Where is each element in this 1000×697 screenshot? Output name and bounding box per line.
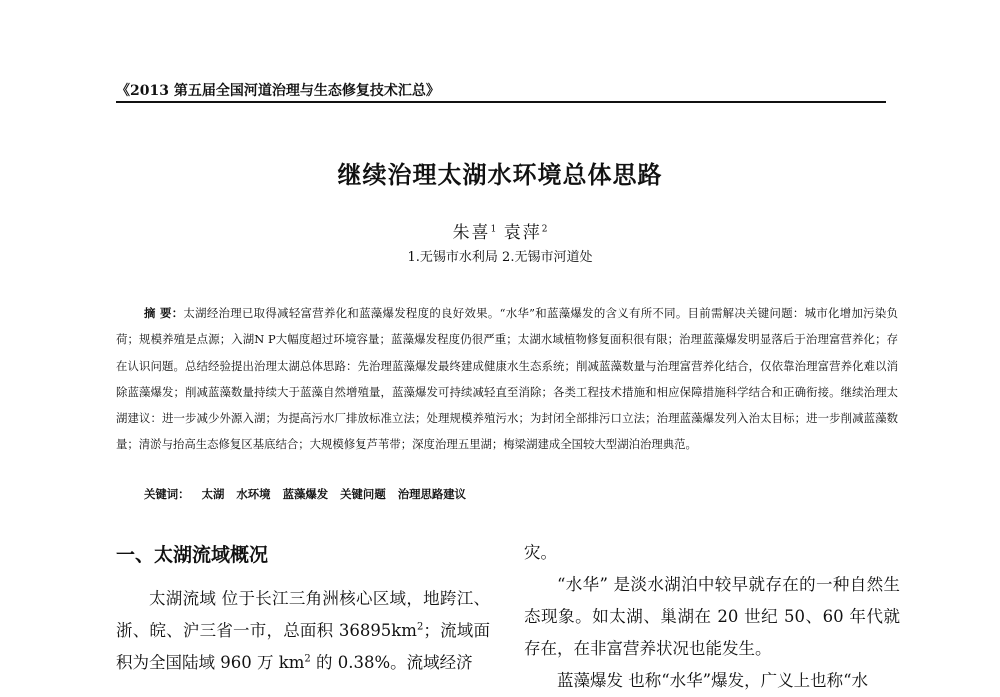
abstract (116, 300, 898, 458)
author-name: 袁萍 (503, 223, 542, 243)
body-text: 太湖流域 位于长江三角洲核心区域，地跨江、浙、皖、沪三省一市，总面积 36895km (116, 589, 490, 640)
author-line (0, 218, 1000, 243)
superscript: 2 (304, 653, 311, 665)
body-paragraph-left (116, 583, 490, 679)
body-text: ；流域面积为全国陆域 960 万 km (116, 621, 491, 672)
keyword: 关键问题 (340, 487, 386, 501)
superscript: 2 (416, 621, 424, 633)
author-affil-mark: 2 (541, 224, 548, 235)
keyword: 水环境 (236, 487, 271, 501)
body-paragraph: “水华” 是淡水湖泊中较早就存在的一种自然生态现象。如太湖、巢湖在 20 世纪 50、60 年代就存在，在非富营养状况也能发生。 (524, 575, 900, 658)
keywords-label: 关键词： (144, 487, 190, 501)
keyword: 蓝藻爆发 (282, 487, 329, 501)
body-paragraph: 蓝藻爆发 也称“水华”爆发，广义上也称“水 (557, 671, 869, 690)
body-paragraph: 灾。 (524, 543, 557, 562)
affiliations: 1.无锡市水利局 2.无锡市河道处 (407, 250, 593, 265)
author-name: 朱喜 (452, 223, 491, 243)
header-rule (116, 101, 886, 103)
abstract-text: 太湖经治理已取得减轻富营养化和蓝藻爆发程度的良好效果。“水华”和蓝藻爆发的含义有所不同。目前需解决关键问题：城市化增加污染负荷；规模养殖是点源；入湖N P大幅度超过环境容量；蓝藻爆发程度仍很严重；太湖水域植物修复面积很有限；治理蓝藻爆发明显落后于治理富营养化；存在认识问题。总结经验提出治理太湖总体思路：先治理蓝藻爆发最终建成健康水生态系统；削减蓝藻数量与治理富营养化结合，仅依靠治理富营养化难以消除蓝藻爆发；削减蓝藻数量持续大于蓝藻自然增殖量，蓝藻爆发可持续减轻直至消除；各类工程技术措施和相应保障措施科学结合和正确衔接。继续治理太湖建议：进一步减少外源入湖；为提高污水厂排放标准立法；处理规模养殖污水；为封闭全部排污口立法；治理蓝藻爆发列入治太目标；进一步削减蓝藻数量；清淤与抬高生态修复区基底结合；大规模修复芦苇带；深度治理五里湖；梅梁湖建成全国较大型湖泊治理典范。 (116, 306, 898, 452)
article-title: 继续治理太湖水环境总体思路 (337, 161, 663, 189)
author-affil-mark: 1 (490, 224, 497, 235)
keyword: 太湖 (201, 487, 225, 501)
running-head: 《2013 第五届全国河道治理与生态修复技术汇总》 (116, 83, 440, 99)
keyword: 治理思路建议 (397, 487, 467, 501)
keywords (144, 486, 466, 502)
section-heading: 一、太湖流域概况 (116, 544, 269, 566)
right-column (524, 537, 900, 697)
body-text: 的 0.38%。流域经济 (310, 653, 473, 672)
abstract-label: 摘 要： (144, 306, 184, 320)
